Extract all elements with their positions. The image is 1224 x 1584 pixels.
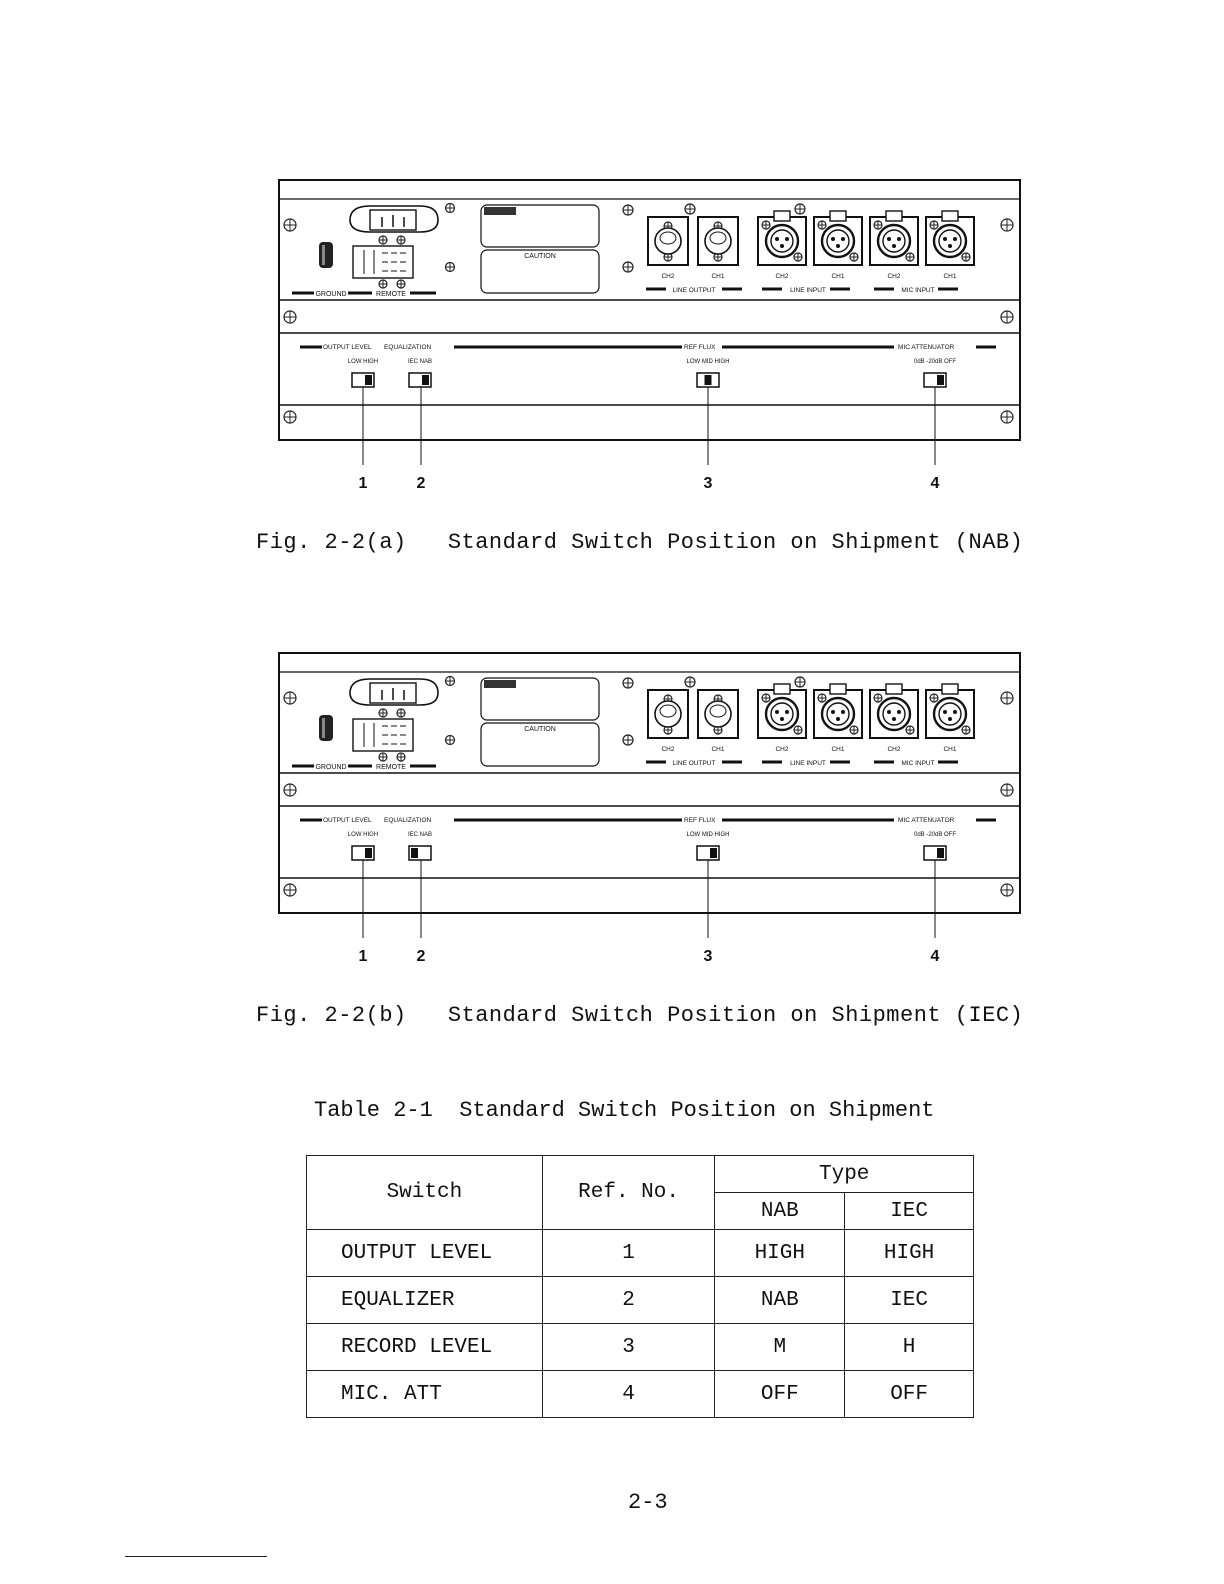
xlr-socket-hole bbox=[892, 244, 896, 248]
ref-flux-switch-knob bbox=[705, 375, 712, 385]
cell-ref: 1 bbox=[542, 1230, 715, 1277]
cell-nab: NAB bbox=[715, 1277, 845, 1324]
callout-number: 1 bbox=[358, 475, 368, 492]
xlr-socket-hole bbox=[841, 710, 845, 714]
ground-terminal-highlight bbox=[322, 718, 325, 738]
remote-label: REMOTE bbox=[376, 291, 406, 298]
ref-flux-options: LOW MID HIGH bbox=[686, 359, 730, 365]
figure-caption-a: Fig. 2-2(a) Standard Switch Position on Shipment (NAB) bbox=[256, 530, 1024, 555]
figure-caption-b: Fig. 2-2(b) Standard Switch Position on Shipment (IEC) bbox=[256, 1003, 1024, 1028]
switch-position-table bbox=[306, 1155, 974, 1418]
header-switch: Switch bbox=[307, 1156, 543, 1230]
xlr-latch bbox=[830, 211, 846, 221]
xlr-socket-hole bbox=[836, 717, 840, 721]
channel-label: CH1 bbox=[711, 273, 725, 280]
ref-flux-label: REF FLUX bbox=[684, 344, 716, 351]
xlr-socket-hole bbox=[943, 237, 947, 241]
cell-ref: 3 bbox=[542, 1324, 715, 1371]
xlr-female-inner bbox=[771, 703, 793, 725]
xlr-socket-hole bbox=[831, 237, 835, 241]
channel-label: CH1 bbox=[943, 746, 957, 753]
remote-label: REMOTE bbox=[376, 764, 406, 771]
cell-ref: 2 bbox=[542, 1277, 715, 1324]
equalization-switch-knob bbox=[411, 848, 418, 858]
channel-label: CH2 bbox=[887, 746, 901, 753]
ref-flux-label: REF FLUX bbox=[684, 817, 716, 824]
xlr-latch bbox=[774, 211, 790, 221]
callout-number: 3 bbox=[703, 948, 713, 965]
output-level-switch-knob bbox=[365, 848, 372, 858]
xlr-socket-hole bbox=[948, 717, 952, 721]
xlr-socket-hole bbox=[943, 710, 947, 714]
callout-number: 1 bbox=[358, 948, 368, 965]
xlr-socket-hole bbox=[953, 237, 957, 241]
channel-label: CH2 bbox=[775, 273, 789, 280]
xlr-latch bbox=[942, 211, 958, 221]
equalization-options: IEC NAB bbox=[407, 832, 433, 838]
xlr-socket-hole bbox=[897, 710, 901, 714]
caution-label: CAUTION bbox=[524, 253, 556, 260]
xlr-socket-hole bbox=[948, 244, 952, 248]
ref-flux-switch-knob bbox=[710, 848, 717, 858]
mic-attenuator-label: MIC ATTENUATOR bbox=[898, 817, 955, 824]
mic-attenuator-switch-knob bbox=[937, 848, 944, 858]
xlr-socket-hole bbox=[780, 244, 784, 248]
channel-label: CH1 bbox=[943, 273, 957, 280]
xlr-socket-hole bbox=[953, 710, 957, 714]
callout-number: 2 bbox=[416, 948, 426, 965]
xlr-female-inner bbox=[827, 703, 849, 725]
xlr-female-inner bbox=[883, 703, 905, 725]
line-input-label: LINE INPUT bbox=[790, 287, 826, 294]
header-nab: NAB bbox=[715, 1193, 845, 1230]
mic-attenuator-options: 0dB -20dB OFF bbox=[913, 359, 957, 365]
output-level-label: OUTPUT LEVEL bbox=[323, 817, 372, 824]
xlr-female-inner bbox=[939, 230, 961, 252]
xlr-female-inner bbox=[771, 230, 793, 252]
callout-number: 2 bbox=[416, 475, 426, 492]
rating-label-logo bbox=[484, 680, 516, 688]
page-number: 2-3 bbox=[628, 1490, 668, 1515]
xlr-female-inner bbox=[939, 703, 961, 725]
channel-label: CH1 bbox=[711, 746, 725, 753]
table-row bbox=[307, 1324, 974, 1371]
table-row bbox=[307, 1230, 974, 1277]
rear-panel-figure-nab bbox=[270, 170, 1030, 500]
output-level-switch-knob bbox=[365, 375, 372, 385]
channel-label: CH1 bbox=[831, 746, 845, 753]
mic-attenuator-options: 0dB -20dB OFF bbox=[913, 832, 957, 838]
xlr-socket-hole bbox=[892, 717, 896, 721]
ground-terminal-highlight bbox=[322, 245, 325, 265]
cell-switch: MIC. ATT bbox=[307, 1371, 543, 1418]
xlr-socket-hole bbox=[780, 717, 784, 721]
channel-label: CH2 bbox=[775, 746, 789, 753]
xlr-latch bbox=[886, 684, 902, 694]
footnote-rule bbox=[125, 1556, 267, 1557]
ground-terminal-icon bbox=[319, 715, 333, 741]
xlr-latch bbox=[886, 211, 902, 221]
table-row bbox=[307, 1371, 974, 1418]
xlr-socket-hole bbox=[887, 710, 891, 714]
channel-label: CH2 bbox=[887, 273, 901, 280]
channel-label: CH2 bbox=[661, 273, 675, 280]
equalization-label: EQUALIZATION bbox=[384, 817, 432, 824]
xlr-female-inner bbox=[883, 230, 905, 252]
xlr-socket-hole bbox=[785, 237, 789, 241]
xlr-socket-hole bbox=[841, 237, 845, 241]
ref-flux-options: LOW MID HIGH bbox=[686, 832, 730, 838]
cell-iec: H bbox=[845, 1324, 974, 1371]
cell-nab: HIGH bbox=[715, 1230, 845, 1277]
header-ref-no: Ref. No. bbox=[542, 1156, 715, 1230]
ground-terminal-icon bbox=[319, 242, 333, 268]
cell-switch: EQUALIZER bbox=[307, 1277, 543, 1324]
xlr-socket-hole bbox=[887, 237, 891, 241]
callout-number: 3 bbox=[703, 475, 713, 492]
channel-label: CH2 bbox=[661, 746, 675, 753]
xlr-latch bbox=[774, 684, 790, 694]
xlr-socket-hole bbox=[831, 710, 835, 714]
output-level-label: OUTPUT LEVEL bbox=[323, 344, 372, 351]
line-input-label: LINE INPUT bbox=[790, 760, 826, 767]
xlr-latch bbox=[830, 684, 846, 694]
mic-input-label: MIC INPUT bbox=[901, 287, 935, 294]
xlr-female-inner bbox=[827, 230, 849, 252]
rear-panel-figure-iec bbox=[270, 643, 1030, 973]
rear-panel bbox=[279, 180, 1020, 492]
equalization-options: IEC NAB bbox=[407, 359, 433, 365]
caution-label: CAUTION bbox=[524, 726, 556, 733]
cell-iec: IEC bbox=[845, 1277, 974, 1324]
mic-attenuator-label: MIC ATTENUATOR bbox=[898, 344, 955, 351]
table-row bbox=[307, 1277, 974, 1324]
xlr-socket-hole bbox=[775, 237, 779, 241]
rear-panel bbox=[279, 653, 1020, 965]
cell-nab: M bbox=[715, 1324, 845, 1371]
xlr-socket-hole bbox=[836, 244, 840, 248]
ground-label: GROUND bbox=[315, 291, 347, 298]
table-title: Table 2-1 Standard Switch Position on Shipment bbox=[314, 1098, 935, 1123]
xlr-socket-hole bbox=[785, 710, 789, 714]
callout-number: 4 bbox=[930, 948, 940, 965]
channel-label: CH1 bbox=[831, 273, 845, 280]
header-iec: IEC bbox=[845, 1193, 974, 1230]
rating-label-logo bbox=[484, 207, 516, 215]
cell-ref: 4 bbox=[542, 1371, 715, 1418]
callout-number: 4 bbox=[930, 475, 940, 492]
mic-input-label: MIC INPUT bbox=[901, 760, 935, 767]
mic-attenuator-switch-knob bbox=[937, 375, 944, 385]
header-type: Type bbox=[715, 1156, 974, 1193]
cell-iec: OFF bbox=[845, 1371, 974, 1418]
ground-label: GROUND bbox=[315, 764, 347, 771]
xlr-socket-hole bbox=[775, 710, 779, 714]
cell-switch: RECORD LEVEL bbox=[307, 1324, 543, 1371]
cell-switch: OUTPUT LEVEL bbox=[307, 1230, 543, 1277]
xlr-latch bbox=[942, 684, 958, 694]
equalization-label: EQUALIZATION bbox=[384, 344, 432, 351]
line-output-label: LINE OUTPUT bbox=[672, 287, 716, 294]
output-level-options: LOW HIGH bbox=[347, 832, 379, 838]
xlr-socket-hole bbox=[897, 237, 901, 241]
cell-iec: HIGH bbox=[845, 1230, 974, 1277]
output-level-options: LOW HIGH bbox=[347, 359, 379, 365]
line-output-label: LINE OUTPUT bbox=[672, 760, 716, 767]
equalization-switch-knob bbox=[422, 375, 429, 385]
cell-nab: OFF bbox=[715, 1371, 845, 1418]
